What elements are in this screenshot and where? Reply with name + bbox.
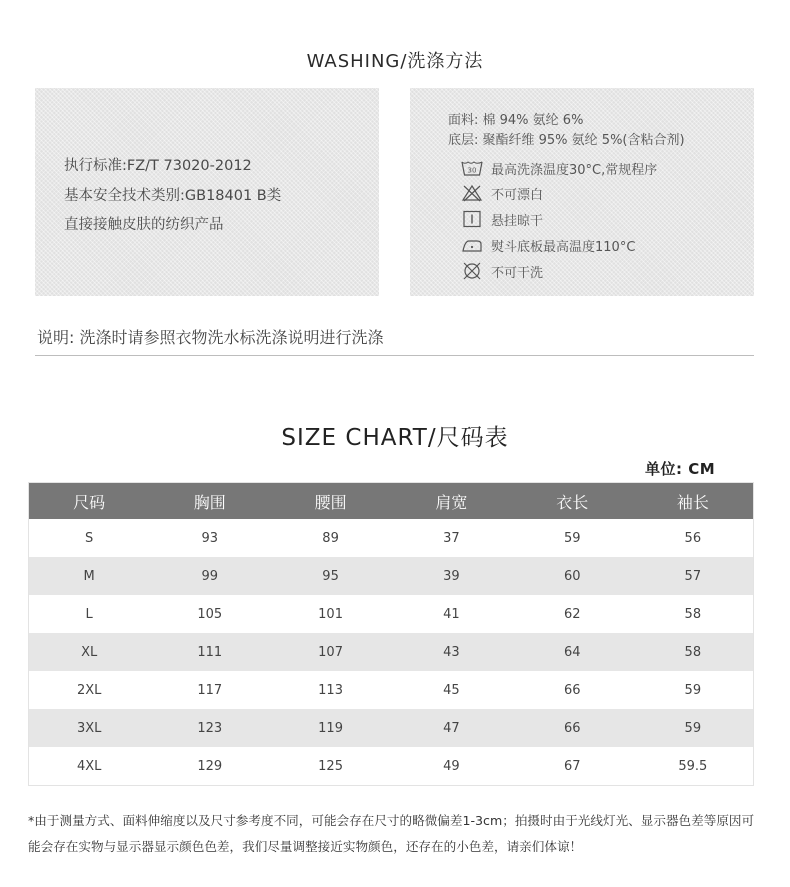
section-divider bbox=[35, 355, 754, 356]
table-row bbox=[29, 709, 754, 747]
cell-length: 59 bbox=[563, 530, 581, 546]
standard-line: 执行标准:FZ/T 73020-2012 bbox=[64, 158, 252, 174]
care-label-card bbox=[410, 88, 754, 296]
cell-length: 60 bbox=[512, 557, 633, 595]
header-length: 衣长 bbox=[512, 483, 633, 520]
cell-shoulder: 43 bbox=[391, 633, 512, 671]
cell-size: L bbox=[85, 606, 93, 622]
cell-waist: 125 bbox=[318, 758, 343, 774]
care-text-iron: 熨斗底板最高温度110°C bbox=[491, 239, 636, 255]
fabric-composition: 面料: 棉 94% 氨纶 6% bbox=[448, 113, 584, 128]
cell-sleeve: 56 bbox=[684, 530, 702, 546]
unit-label: 单位: CM bbox=[645, 460, 716, 478]
cell-sleeve: 58 bbox=[684, 606, 702, 622]
cell-size: M bbox=[29, 557, 150, 595]
cell-shoulder: 45 bbox=[443, 682, 460, 698]
cell-size: S bbox=[85, 530, 94, 546]
cell-waist: 89 bbox=[322, 530, 339, 546]
no-bleach-icon bbox=[461, 184, 483, 202]
care-item-dry bbox=[461, 210, 543, 228]
cell-length: 66 bbox=[563, 682, 581, 698]
svg-text:30: 30 bbox=[467, 166, 477, 175]
cell-shoulder: 41 bbox=[443, 606, 460, 622]
cell-chest: 117 bbox=[197, 682, 223, 698]
cell-chest: 111 bbox=[149, 633, 270, 671]
line-dry-icon bbox=[461, 210, 483, 228]
care-item-dryclean bbox=[461, 262, 543, 280]
cell-sleeve: 59 bbox=[633, 709, 754, 747]
cell-size: 2XL bbox=[76, 682, 102, 698]
cell-sleeve: 59 bbox=[684, 682, 702, 698]
cell-size: XL bbox=[29, 633, 150, 671]
cell-shoulder: 49 bbox=[443, 758, 460, 774]
header-size: 尺码 bbox=[29, 483, 150, 520]
table-row bbox=[29, 633, 754, 671]
table-row bbox=[29, 557, 754, 595]
table-row bbox=[29, 595, 754, 633]
care-item-iron bbox=[461, 236, 635, 254]
wash-30-icon bbox=[461, 159, 483, 177]
cell-sleeve: 57 bbox=[633, 557, 754, 595]
washing-title: WASHING/洗涤方法 bbox=[306, 51, 484, 72]
washing-note: 说明: 洗涤时请参照衣物洗水标洗涤说明进行洗涤 bbox=[37, 328, 384, 347]
cell-waist: 101 bbox=[318, 606, 343, 622]
cell-length: 66 bbox=[512, 709, 633, 747]
cell-sleeve: 59.5 bbox=[678, 758, 708, 774]
header-sleeve: 袖长 bbox=[633, 483, 754, 520]
disclaimer-note: *由于测量方式、面料伸缩度以及尺寸参考度不同，可能会存在尺寸的略微偏差1-3cm；拍摄时由于光线灯光、显示器色差等原因可能会存在实物与显示器显示颜色色差，我们尽量调整接近实物颜色，还存在的小色差，请亲们体谅！ bbox=[28, 813, 755, 854]
cell-waist: 113 bbox=[318, 682, 343, 698]
table-row bbox=[29, 671, 754, 709]
cell-chest: 129 bbox=[197, 758, 223, 774]
cell-waist: 95 bbox=[270, 557, 391, 595]
standard-label-card bbox=[35, 88, 379, 296]
care-text-dryclean: 不可干洗 bbox=[491, 265, 544, 281]
cell-length: 62 bbox=[563, 606, 581, 622]
cell-chest: 123 bbox=[149, 709, 270, 747]
cell-chest: 99 bbox=[149, 557, 270, 595]
size-chart-title: SIZE CHART/尺码表 bbox=[281, 425, 509, 451]
header-waist: 腰围 bbox=[270, 483, 391, 520]
lining-composition: 底层: 聚酯纤维 95% 氨纶 5%(含粘合剂) bbox=[448, 133, 685, 148]
header-chest: 胸围 bbox=[149, 483, 270, 520]
safety-category-line: 基本安全技术类别:GB18401 B类 bbox=[64, 188, 282, 204]
no-dry-clean-icon bbox=[461, 262, 483, 280]
table-row bbox=[29, 747, 754, 786]
cell-length: 64 bbox=[512, 633, 633, 671]
header-shoulder: 肩宽 bbox=[391, 483, 512, 520]
table-row bbox=[29, 519, 754, 557]
skin-contact-line: 直接接触皮肤的纺织产品 bbox=[64, 217, 224, 233]
cell-sleeve: 58 bbox=[633, 633, 754, 671]
care-text-wash: 最高洗涤温度30°C,常规程序 bbox=[491, 162, 658, 178]
cell-chest: 105 bbox=[197, 606, 223, 622]
iron-icon bbox=[461, 236, 483, 254]
cell-shoulder: 47 bbox=[391, 709, 512, 747]
cell-size: 3XL bbox=[29, 709, 150, 747]
cell-length: 67 bbox=[563, 758, 581, 774]
cell-size: 4XL bbox=[76, 758, 102, 774]
care-text-bleach: 不可漂白 bbox=[491, 187, 544, 203]
cell-waist: 119 bbox=[270, 709, 391, 747]
cell-waist: 107 bbox=[270, 633, 391, 671]
care-text-dry: 悬挂晾干 bbox=[491, 213, 544, 229]
care-item-wash bbox=[461, 159, 657, 177]
cell-chest: 93 bbox=[201, 530, 219, 546]
cell-shoulder: 37 bbox=[443, 530, 460, 546]
size-table bbox=[28, 482, 754, 786]
cell-shoulder: 39 bbox=[391, 557, 512, 595]
table-header-row bbox=[29, 483, 754, 520]
care-item-bleach bbox=[461, 184, 543, 202]
